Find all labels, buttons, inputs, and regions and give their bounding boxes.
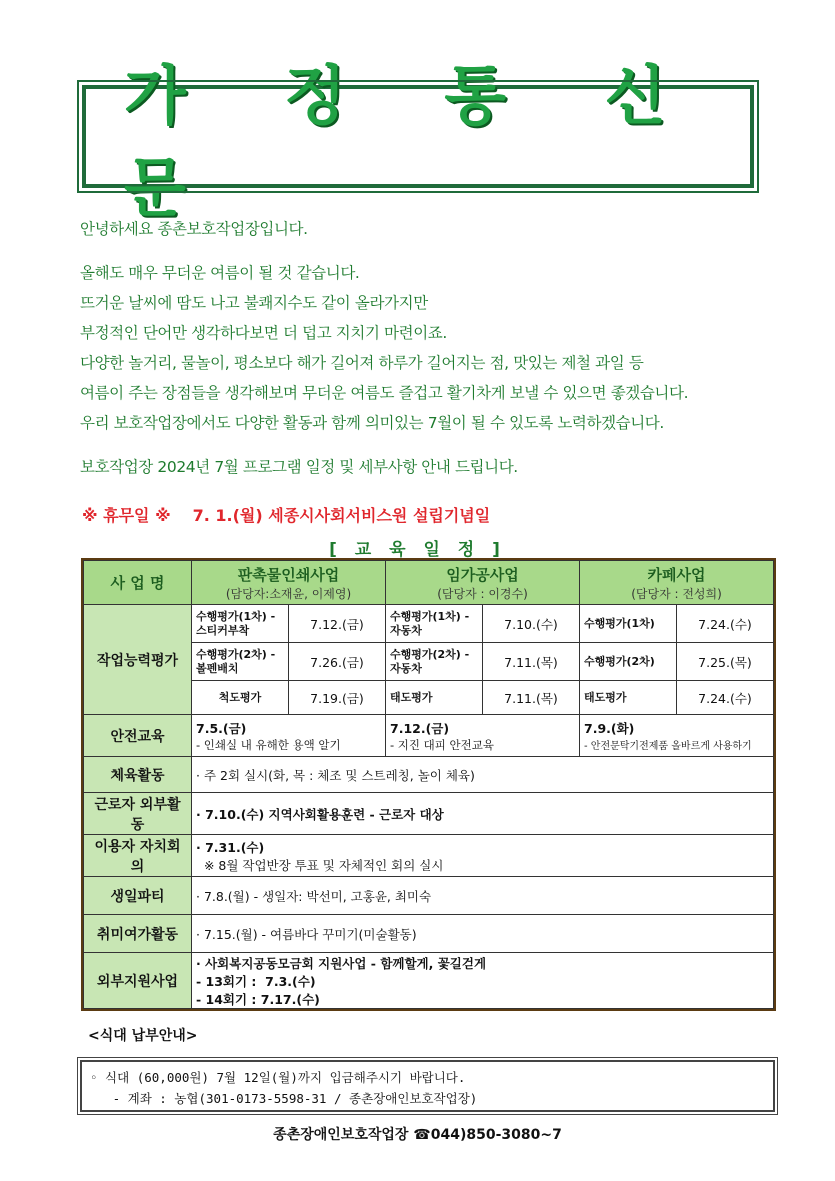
row-content: · 7.8.(월) - 생일자: 박선미, 고홍윤, 최미숙 <box>192 877 774 915</box>
eval-name: 수행평가(2차) - 볼펜배치 <box>192 643 289 681</box>
intro-gap <box>80 438 780 452</box>
eval-date: 7.24.(수) <box>677 605 774 643</box>
table-row <box>84 605 774 643</box>
eval-date: 7.11.(목) <box>483 681 580 715</box>
eval-name: 수행평가(1차) - 자동차 <box>386 605 483 643</box>
eval-date: 7.26.(금) <box>289 643 386 681</box>
row-label-safety: 안전교육 <box>84 715 192 757</box>
eval-name: 수행평가(2차) <box>580 643 677 681</box>
row-content: · 7.31.(수) ※ 8월 작업반장 투표 및 자체적인 회의 실시 <box>192 835 774 877</box>
intro-line: 올해도 매우 무더운 여름이 될 것 같습니다. <box>80 264 360 282</box>
eval-date: 7.25.(목) <box>677 643 774 681</box>
holiday-mark: ※ 휴무일 ※ <box>82 506 171 525</box>
intro-line: 안녕하세요 종촌보호작업장입니다. <box>80 220 308 238</box>
eval-date: 7.10.(수) <box>483 605 580 643</box>
safety-cell: 7.9.(화) - 안전문탁기전제품 올바르게 사용하기 <box>580 715 774 757</box>
eval-date: 7.19.(금) <box>289 681 386 715</box>
eval-name: 태도평가 <box>580 681 677 715</box>
table-row <box>84 877 774 915</box>
intro-line: 부정적인 단어만 생각하다보면 더 덥고 지치기 마련이죠. <box>80 324 447 342</box>
intro-line: 여름이 주는 장점들을 생각해보며 무더운 여름도 즐겁고 활기차게 보낼 수 있으면 좋겠습니다. <box>80 384 689 402</box>
row-label-eval: 작업능력평가 <box>84 605 192 715</box>
table-row <box>84 793 774 835</box>
schedule-table <box>83 560 774 1009</box>
eval-name: 수행평가(1차) -스티커부착 <box>192 605 289 643</box>
eval-name: 수행평가(2차) - 자동차 <box>386 643 483 681</box>
intro-line: 뜨거운 날씨에 땀도 나고 불쾌지수도 같이 올라가지만 <box>80 294 428 312</box>
header-business-name: 사 업 명 <box>84 561 192 605</box>
eval-name: 수행평가(1차) <box>580 605 677 643</box>
footer-contact: 종촌장애인보호작업장 ☎044)850-3080~7 <box>273 1127 562 1143</box>
row-content: · 7.15.(월) - 여름바다 꾸미기(미술활동) <box>192 915 774 953</box>
eval-date: 7.11.(목) <box>483 643 580 681</box>
row-label: 취미여가활동 <box>84 915 192 953</box>
intro-text <box>80 214 780 482</box>
header-print-business: 판촉물인쇄사업 (담당자:소재윤, 이제영) <box>192 561 386 605</box>
holiday-text: 7. 1.(월) 세종시사회서비스원 설립기념일 <box>192 506 491 525</box>
eval-date: 7.24.(수) <box>677 681 774 715</box>
row-label: 근로자 외부활동 <box>84 793 192 835</box>
intro-line: 다양한 놀거리, 물놀이, 평소보다 해가 길어져 하루가 길어지는 점, 맛있는 제철 과일 등 <box>80 354 644 372</box>
row-content: · 7.10.(수) 지역사회활용훈련 - 근로자 대상 <box>192 793 774 835</box>
page-title: 가 정 통 신 문 <box>124 59 705 226</box>
row-content: · 사회복지공동모금회 지원사업 - 함께할게, 꽃길걷게 - 13회기 : 7.3.(수) - 14회기 : 7.17.(수) <box>192 953 774 1009</box>
safety-cell: 7.5.(금) - 인쇄실 내 유해한 용액 알기 <box>192 715 386 757</box>
table-row <box>84 915 774 953</box>
table-row <box>84 953 774 1009</box>
eval-name: 태도평가 <box>386 681 483 715</box>
eval-name: 척도평가 <box>192 681 289 715</box>
table-header-row <box>84 561 774 605</box>
header-assembly-business: 임가공사업 (담당자 : 이경수) <box>386 561 580 605</box>
safety-cell: 7.12.(금) - 지진 대피 안전교육 <box>386 715 580 757</box>
intro-gap <box>80 244 780 258</box>
meal-line: - 계좌 : 농협(301-0173-5598-31 / 종촌장애인보호작업장) <box>90 1091 478 1106</box>
title-box <box>82 59 754 226</box>
row-label: 생일파티 <box>84 877 192 915</box>
eval-date: 7.12.(금) <box>289 605 386 643</box>
row-label: 체육활동 <box>84 757 192 793</box>
header-cafe-business: 카페사업 (담당자 : 전성희) <box>580 561 774 605</box>
row-label: 이용자 자치회의 <box>84 835 192 877</box>
intro-line: 보호작업장 2024년 7월 프로그램 일정 및 세부사항 안내 드립니다. <box>80 458 518 476</box>
holiday-notice <box>82 503 490 526</box>
meal-line: ◦ 식대 (60,000원) 7월 12일(월)까지 입금해주시기 바랍니다. <box>90 1070 466 1085</box>
meal-title: <식대 납부안내> <box>88 1028 198 1044</box>
table-row <box>84 715 774 757</box>
row-content: · 주 2회 실시(화, 목 : 체조 및 스트레칭, 놀이 체육) <box>192 757 774 793</box>
table-row <box>84 757 774 793</box>
table-row <box>84 835 774 877</box>
row-label: 외부지원사업 <box>84 953 192 1009</box>
intro-line: 우리 보호작업장에서도 다양한 활동과 함께 의미있는 7월이 될 수 있도록 노력하겠습니다. <box>80 414 664 432</box>
section-title: [ 교 육 일 정 ] <box>329 540 506 560</box>
meal-info-box <box>80 1060 775 1112</box>
